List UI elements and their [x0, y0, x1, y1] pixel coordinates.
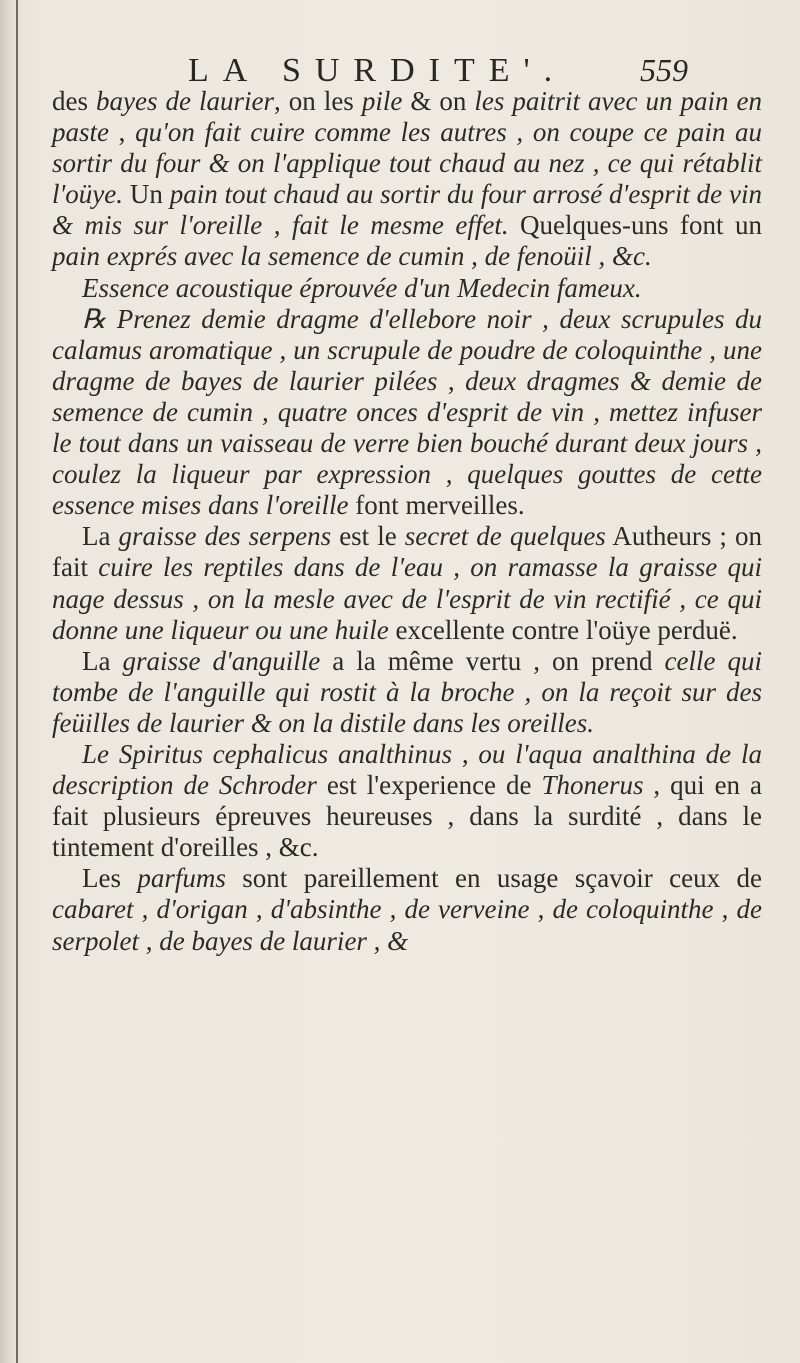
running-title: LA SURDITE'. — [188, 52, 567, 89]
roman-text-run: Les — [82, 863, 138, 894]
italic-text-run: pile — [361, 86, 403, 116]
italic-text-run: pain tout chaud au sortir du four arrosé d'esprit de vin & mis sur l'oreille , fait le mesme effet. — [52, 179, 762, 241]
paragraph — [52, 863, 762, 956]
italic-text-run: bayes de laurier — [96, 86, 275, 116]
italic-text-run: les paitrit avec un pain en paste — [52, 86, 762, 148]
italic-text-run: graisse d'anguille — [122, 645, 321, 676]
paragraph — [52, 739, 762, 863]
italic-text-run: qu'on fait cuire comme les autres , on coupe ce pain au sortir du four & on l'applique tout chaud au nez , ce qui rétablit l'oüye. — [52, 117, 763, 210]
roman-text-run: excellente contre l'oüye perduë. — [388, 614, 738, 645]
roman-text-run: sont pareillement en usage sçavoir ceux de — [225, 863, 763, 894]
italic-text-run: pain exprés avec la semence de cumin , de fenoüil , &c. — [52, 241, 652, 272]
italic-text-run: Essence acoustique éprouvée d'un Medecin fameux. — [82, 272, 642, 303]
body-text — [52, 86, 762, 957]
roman-text-run: & on — [402, 86, 475, 116]
italic-text-run: Le Spiritus cephalicus analthinus , ou l'aqua analthina de la description de Schroder — [52, 738, 762, 801]
roman-text-run: , on les — [274, 86, 362, 116]
roman-text-run: est l'experience de — [316, 770, 542, 801]
paragraph — [52, 521, 762, 645]
roman-text-run: est le — [331, 521, 405, 552]
roman-text-run: La — [82, 521, 119, 552]
italic-text-run: graisse des serpens — [118, 521, 332, 552]
page-number: 559 — [640, 52, 688, 88]
roman-text-run: Autheurs ; on fait — [52, 521, 762, 583]
italic-text-run: cuire les reptiles dans de l'eau , on ramasse la graisse qui nage dessus , on la mesle avec de l'esprit de vin rectifié , ce qui donne une liqueur ou une huile — [52, 552, 763, 645]
roman-text-run: La — [82, 645, 123, 676]
italic-text-run: celle qui tombe de l'anguille qui rostit à la broche , on la reçoit sur des feüilles de laurier & on la distile dans les oreilles. — [52, 645, 762, 738]
italic-text-run: parfums — [137, 863, 226, 894]
italic-text-run: Thonerus — [541, 770, 644, 801]
paragraph — [52, 646, 762, 739]
paragraph — [52, 86, 762, 273]
binding-gutter-line — [16, 0, 18, 1363]
paragraph — [52, 304, 762, 522]
roman-text-run: Quelques-uns font un — [508, 210, 762, 241]
roman-text-run: , qui en a fait plusieurs épreuves heureuses , dans la surdité , dans le tintement d'oreilles , &c. — [52, 770, 762, 863]
roman-text-run: Un — [123, 179, 170, 210]
italic-text-run: ℞ Prenez demie dragme d'ellebore noir , deux scrupules du calamus aromatique , un scrupule de poudre de coloquinthe , une dragme de bayes de laurier pilées , deux dragmes & demie de semence de cumin , quatre onces d'esprit de vin , mettez infuser le tout dans un vaisseau de verre bien bouché durant deux jours , coulez la liqueur par expression , quelques gouttes de cette essence mises dans l'oreille — [52, 303, 762, 521]
italic-text-run: cabaret , d'origan , d'absinthe , de verveine , de coloquinthe , de serpolet , de bayes de laurier , & — [52, 894, 762, 956]
roman-text-run: des — [52, 86, 97, 116]
roman-text-run: font merveilles. — [348, 490, 525, 521]
roman-text-run: , — [109, 117, 136, 148]
roman-text-run: a la même vertu , on prend — [320, 645, 665, 676]
italic-text-run: secret de quelques — [404, 521, 606, 552]
section-heading — [52, 273, 762, 304]
